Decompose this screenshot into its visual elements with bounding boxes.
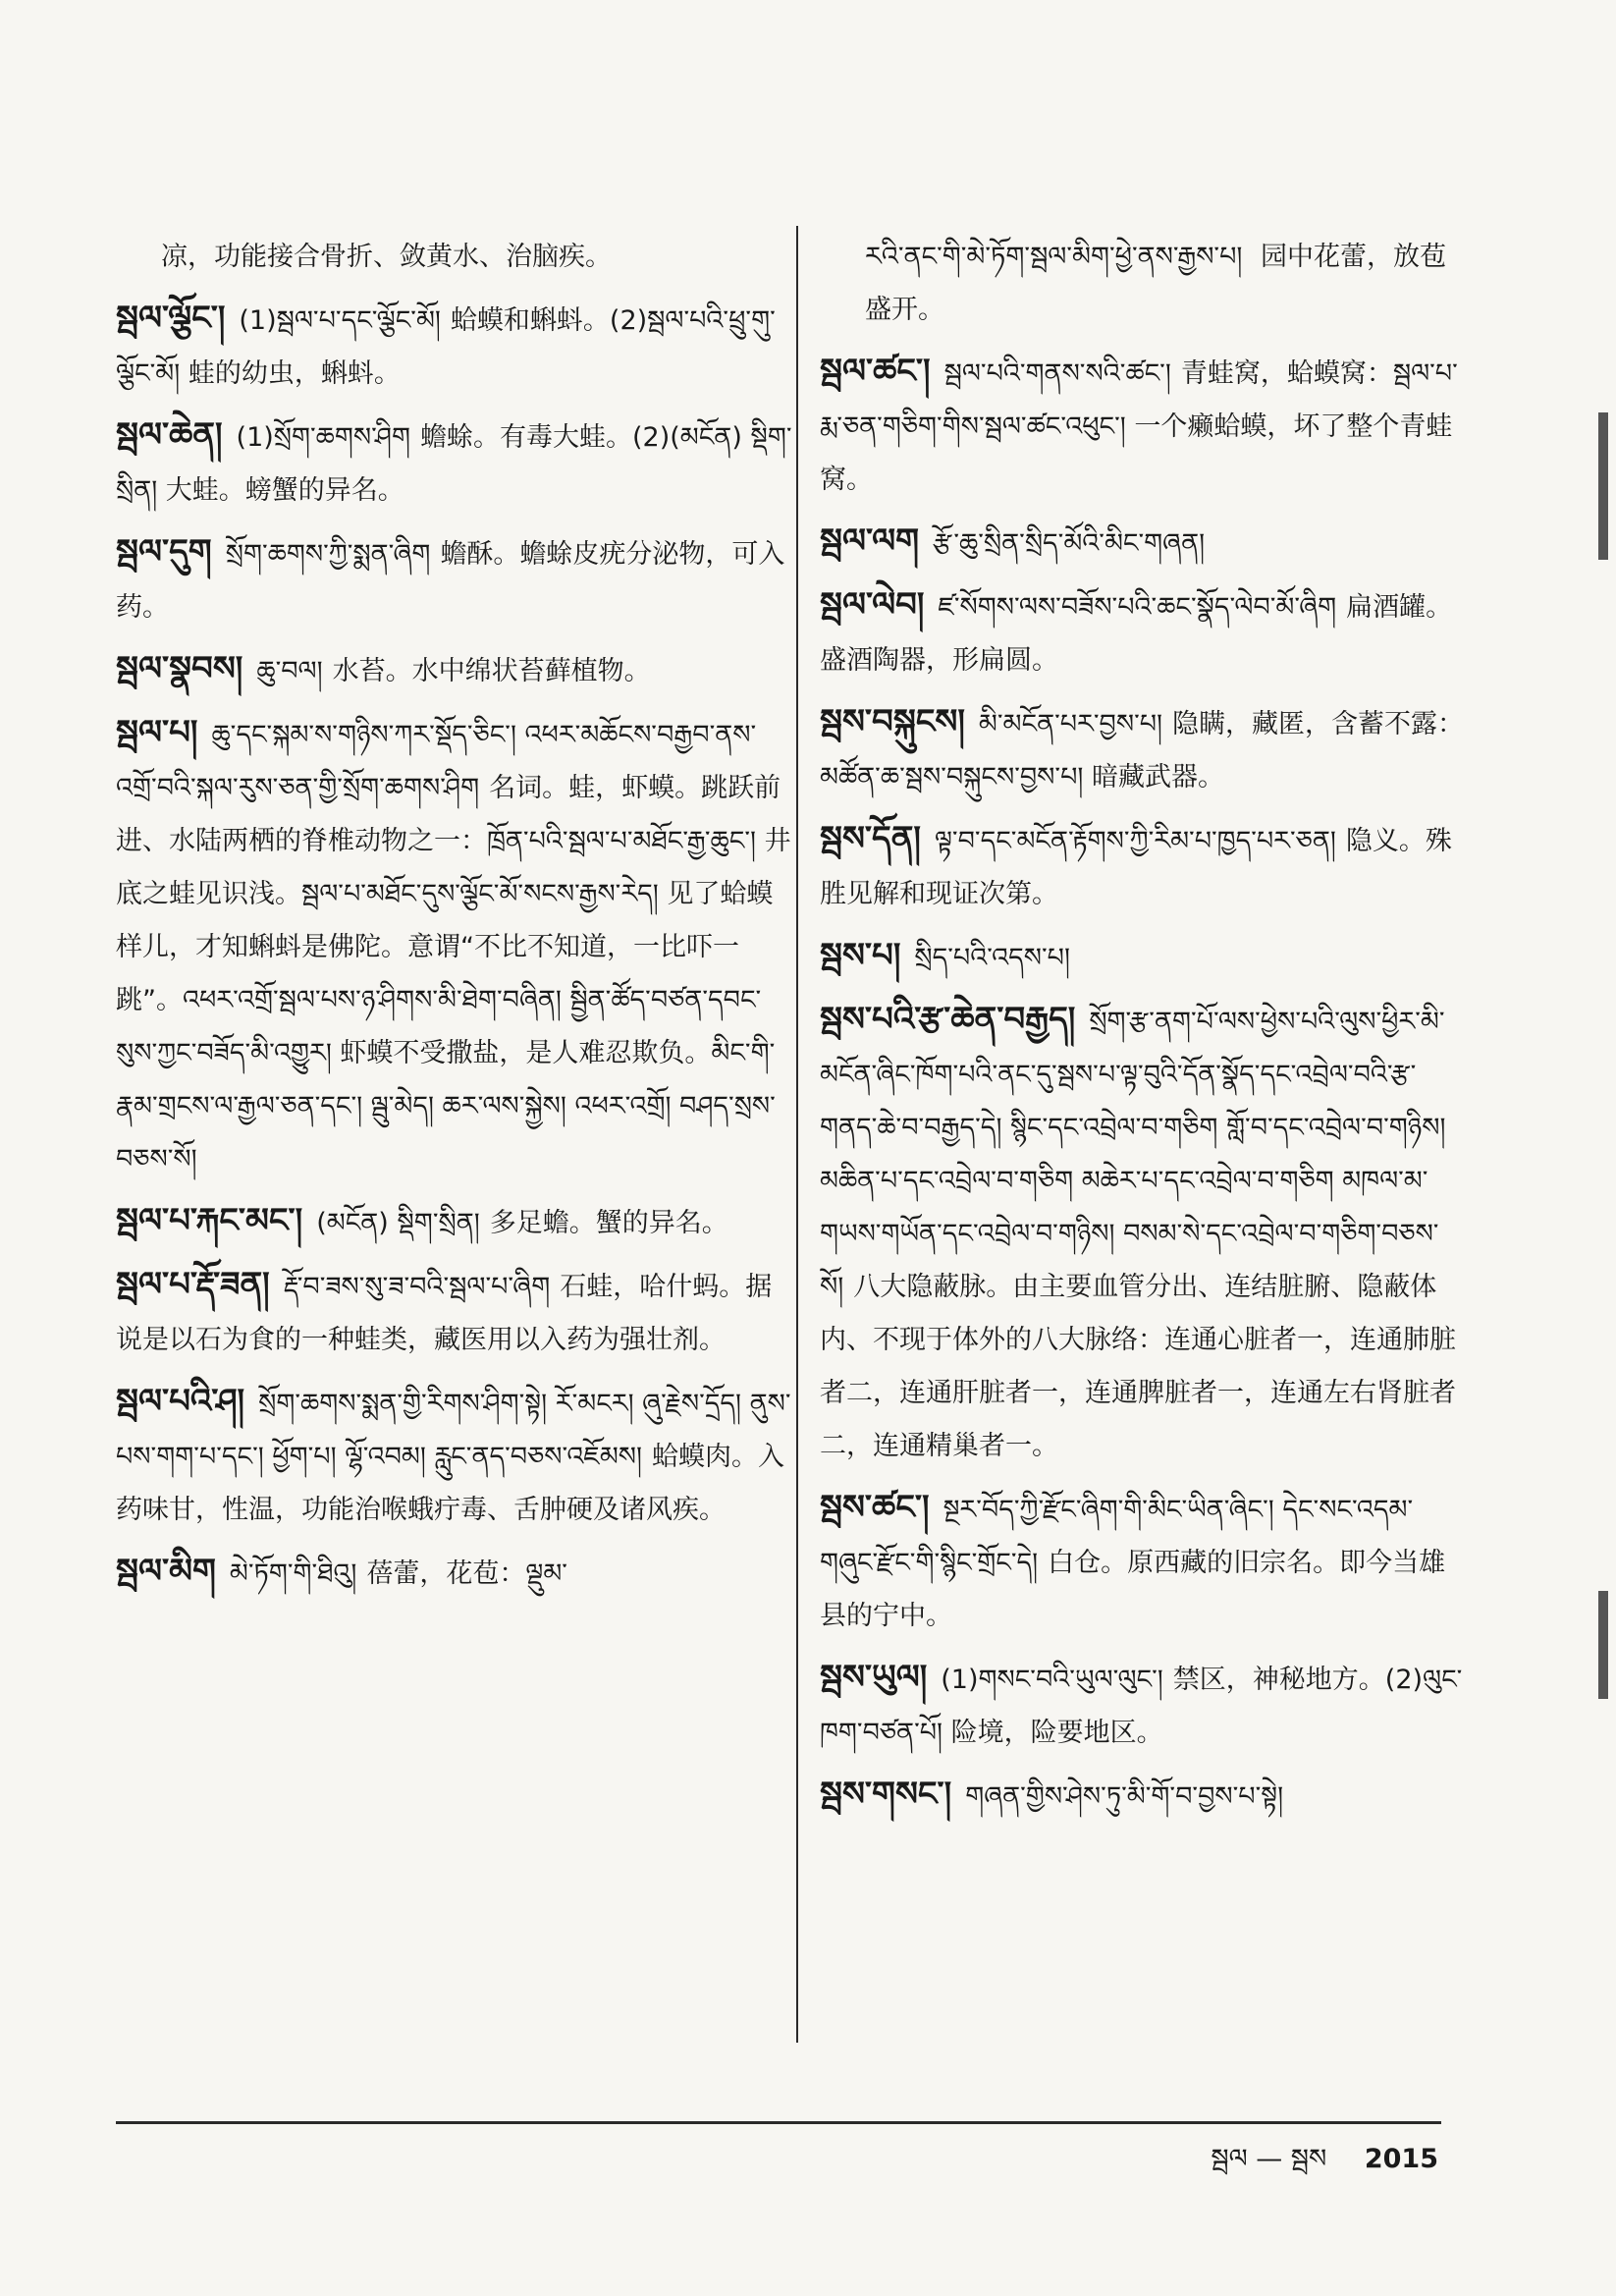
scan-edge-mark <box>1598 412 1608 560</box>
dictionary-entry <box>116 525 793 634</box>
entry-tibetan-definition: ཛ་སོགས་ལས་བཟོས་པའི་ཆང་སྣོད་ལེབ་མོ་ཞིག <box>938 592 1337 623</box>
entry-headword: སྦལ་པ། <box>116 713 198 752</box>
entry-headword: སྦས་དོན། <box>820 819 921 858</box>
entry-tibetan-definition: གཞན་གྱིས་ཤེས་ཏུ་མི་གོ་བ་བྱས་པ་སྟེ། <box>965 1781 1284 1812</box>
entry-chinese-definition: 禁区，神秘地方。(2)ལུང་ཁག་བཙན་པོ། 险境，险要地区。 <box>820 1665 1463 1748</box>
right-column <box>820 231 1468 1831</box>
dictionary-entry <box>116 409 793 518</box>
dictionary-entry <box>820 1481 1468 1643</box>
page-number: 2015 <box>1364 2144 1438 2174</box>
dictionary-entry <box>820 345 1468 507</box>
entry-headword: སྦལ་མིག <box>116 1552 216 1591</box>
dictionary-entry <box>116 1194 793 1250</box>
entry-tibetan-definition: ཆུ་དང་སྐམ་ས་གཉིས་ཀར་སྡོད་ཅིང་། འཕར་མཆོངས་བརྒྱབ་ནས་འགྲོ་བའི་སྐལ་རུས་ཅན་གྱི་སྲོག་ཆགས་ཤིག <box>116 720 757 803</box>
entry-tibetan-definition: ཆུ་བལ། <box>256 656 323 686</box>
dictionary-entry <box>820 812 1468 921</box>
entry-headword: སྦལ་སྣབས། <box>116 649 243 688</box>
entry-tibetan-definition: སྲོག་ཆགས་སྨན་གྱི་རིགས་ཤིག་སྟེ། རོ་མངར། ཞུ་རྗེས་དྲོད། ནུས་པས་གག་པ་དང་། ཕྱོག་པ། ལྷོ་འབམ། རླུང་ནད་བཅས་འཇོམས། <box>116 1389 791 1472</box>
dictionary-entry <box>116 1545 793 1601</box>
continuation-text: རའི་ནང་གི་མེ་ཏོག་སྦལ་མིག་ཕྱེ་ནས་རྒྱས་པ། 园中花蕾，放苞盛开。 <box>865 242 1446 325</box>
entry-chinese-definition: 扁酒罐。盛酒陶器，形扁圆。 <box>820 592 1453 676</box>
dictionary-entry <box>820 578 1468 687</box>
entry-chinese-definition: 隐义。殊胜见解和现证次第。 <box>820 826 1452 909</box>
dictionary-entry <box>116 292 793 401</box>
entry-headword: སྦས་ཚང་། <box>820 1488 930 1527</box>
entry-headword: སྦལ་ལེབ། <box>820 585 925 625</box>
entry-chinese-definition: 蟾蜍。有毒大蛙。(2)(མངོན) སྡིག་སྲིན། 大蛙。螃蟹的异名。 <box>116 422 792 506</box>
entry-chinese-definition: 名词。蛙，虾蟆。跳跃前进、水陆两栖的脊椎动物之一：ཁྲོན་པའི་སྦལ་པ་མཐོང་རྒྱ་ཆུང་། 井底之蛙见识浅。སྦལ་པ་མཐོང་དུས་ལྕོང་མོ་སངས་རྒྱས་རེད། 见了蛤蟆样儿，才知蝌蚪是佛陀。意谓“不比不知道，一比吓一跳”。འཕར་འགྲོ་སྦལ་པས་ཉ་ཤིགས་མི་ཐེག་བཞིན། སྦྱིན་ཚོད་བཙན་དབང་སུས་ཀྱང་བཟོད་མི་འགྱུར། 虾蟆不受撒盐，是人难忍欺负。མིང་གི་རྣམ་གྲངས་ལ་རྒྱལ་ཅན་དང་། ལྦུ་མེད། ཆར་ལས་སྐྱེས། འཕར་འགྲོ། བཤད་སྲས་བཅས་སོ། <box>116 773 791 1175</box>
entry-tibetan-definition: སྲོག་རྩ་ནག་པོ་ལས་ཕྱེས་པའི་ལུས་ཕྱིར་མི་མངོན་ཞིང་ཁོག་པའི་ནང་དུ་སྦས་པ་ལྟ་བུའི་དོན་སྣོད་དང་འབྲེལ་བའི་རྩ་གནད་ཆེ་བ་བརྒྱད་དེ། སྙིང་དང་འབྲེལ་བ་གཅིག གློ་བ་དང་འབྲེལ་བ་གཉིས། མཆིན་པ་དང་འབྲེལ་བ་གཅིག མཆེར་པ་དང་འབྲེལ་བ་གཅིག མཁལ་མ་གཡས་གཡོན་དང་འབྲེལ་བ་གཉིས། བསམ་སེ་དང་འབྲེལ་བ་གཅིག་བཅས་སོ། <box>820 1007 1446 1302</box>
entry-chinese-definition: 多足蟾。蟹的异名。 <box>489 1208 728 1238</box>
entry-tibetan-definition: (མངོན) སྡིག་སྲིན། <box>316 1208 480 1238</box>
entry-headword: སྦལ་ཆེན། <box>116 415 223 455</box>
entry-tibetan-definition: སྦལ་པའི་གནས་སའི་ཚང་། <box>943 358 1171 389</box>
entry-chinese-definition: 蛤蟆肉。入药味甘，性温，功能治喉蛾疔毒、舌肿硬及诸风疾。 <box>116 1442 784 1525</box>
entry-tibetan-definition: (1)གསང་བའི་ཡུལ་ལུང་། <box>941 1665 1163 1695</box>
footer-range: སྦལ — སྦས <box>1211 2144 1327 2174</box>
entry-headword: སྦལ་པའི་ཤ། <box>116 1382 245 1421</box>
dictionary-entry <box>820 993 1468 1473</box>
entry-headword: སྦལ་ཚང་། <box>820 352 931 391</box>
entry-chinese-definition: 八大隐蔽脉。由主要血管分出、连结脏腑、隐蔽体内、不现于体外的八大脉络：连通心脏者一，连通肺脏者二，连通肝脏者一，连通脾脏者一，连通左右肾脏者二，连通精巢者一。 <box>820 1272 1456 1461</box>
entry-tibetan-definition: རྩོ་ཆུ་སྲིན་སྲིད་མོའི་མིང་གཞན། <box>933 528 1206 559</box>
column-divider <box>796 226 798 2043</box>
entry-chinese-definition: 白仓。原西藏的旧宗名。即今当雄县的宁中。 <box>820 1548 1446 1631</box>
entry-chinese-definition: 石蛙，哈什蚂。据说是以石为食的一种蛙类，藏医用以入药为强壮剂。 <box>116 1272 773 1355</box>
dictionary-entry <box>116 1258 793 1367</box>
dictionary-entry <box>820 515 1468 571</box>
dictionary-entry <box>820 929 1468 985</box>
continuation-text: 凉，功能接合骨折、敛黄水、治脑疾。 <box>161 242 612 272</box>
entry-tibetan-definition: སྲིད་པའི་འདས་པ། <box>914 943 1070 973</box>
entry-chinese-definition: 青蛙窝，蛤蟆窝：སྦལ་པ་རྨ་ཅན་གཅིག་གིས་སྦལ་ཚང་འཕུང་། 一个癞蛤蟆，坏了整个青蛙窝。 <box>820 358 1458 495</box>
footer-rule <box>116 2121 1441 2124</box>
dictionary-entry <box>820 1651 1468 1760</box>
entry-tibetan-definition: (1)སྦལ་པ་དང་ལྕོང་མོ། <box>239 305 441 336</box>
entry-headword: སྦལ་དུག <box>116 532 212 572</box>
entry-tibetan-definition: ལྟ་བ་དང་མངོན་རྟོགས་ཀྱི་རིམ་པ་ཁྱད་པར་ཅན། <box>934 826 1336 856</box>
dictionary-entry <box>116 1375 793 1537</box>
page-footer <box>1183 2129 1438 2204</box>
entry-headword: སྦས་པ། <box>820 936 901 975</box>
entry-chinese-definition: 蟾酥。蟾蜍皮疣分泌物，可入药。 <box>116 539 785 623</box>
entry-chinese-definition: 蓓蕾，花苞：ལྡུམ་ <box>366 1558 567 1589</box>
entry-tibetan-definition: སྔར་བོད་ཀྱི་རྫོང་ཞིག་གི་མིང་ཡིན་ཞིང་། དེང་སང་འདམ་གཞུང་རྫོང་གི་སྙིང་གྲོང་དེ། <box>820 1495 1414 1578</box>
entry-headword: སྦས་བསྐུངས། <box>820 702 965 741</box>
entry-headword: སྦས་པའི་རྩ་ཆེན་བརྒྱད། <box>820 1000 1076 1039</box>
entry-chinese-definition: 蛤蟆和蝌蚪。(2)སྦལ་པའི་ཕྲུ་གུ་ལྕོང་མོ། 蛙的幼虫，蝌蚪。 <box>116 305 776 389</box>
entry-tibetan-definition: མི་མངོན་པར་བྱས་པ། <box>978 709 1163 739</box>
entry-tibetan-definition: (1)སྲོག་ཆགས་ཤིག <box>236 422 410 453</box>
entry-headword: སྦས་གསང་། <box>820 1775 952 1814</box>
entry-tibetan-definition: རྡོ་བ་ཟས་སུ་ཟ་བའི་སྦལ་པ་ཞིག <box>283 1272 551 1302</box>
dictionary-entry <box>116 642 793 698</box>
scan-edge-mark <box>1598 1591 1608 1699</box>
left-column <box>116 231 793 1609</box>
entry-headword: སྦལ་ལྕོང་། <box>116 299 226 338</box>
dictionary-entry <box>820 695 1468 804</box>
entry-headword: སྦས་ཡུལ། <box>820 1658 928 1697</box>
dictionary-entry <box>116 706 793 1186</box>
entry-headword: སྦལ་པ་རྐང་མང་། <box>116 1201 303 1240</box>
entry-tibetan-definition: སྲོག་ཆགས་ཀྱི་སྨན་ཞིག <box>225 539 431 570</box>
entry-chinese-definition: 水苔。水中绵状苔藓植物。 <box>332 656 651 686</box>
entry-headword: སྦལ་ལག <box>820 521 920 561</box>
entry-headword: སྦལ་པ་རྡོ་ཟན། <box>116 1265 270 1304</box>
dictionary-entry <box>820 1768 1468 1824</box>
entry-tibetan-definition: མེ་ཏོག་གི་ཐིའུ། <box>229 1558 357 1589</box>
entry-chinese-definition: 隐瞒，藏匿，含蓄不露：མཚོན་ཆ་སྦས་བསྐུངས་བྱས་པ། 暗藏武器。 <box>820 709 1465 793</box>
